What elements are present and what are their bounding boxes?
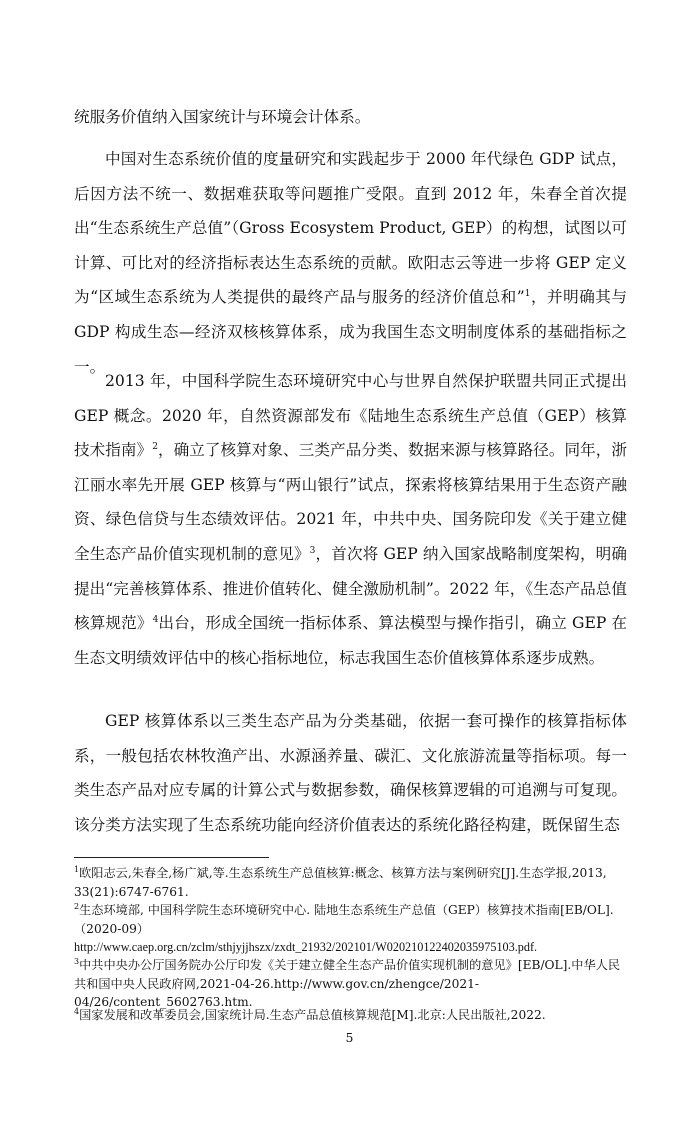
paragraph-text: ，并明确其与 GDP 构成生态—经济双核核算体系，成为我国生态文明制度体系的基础指标之一。 — [74, 288, 627, 376]
footnote-text: 生态环境部, 中国科学院生态环境研究中心. 陆地生态系统生产总值（GEP）核算技术指南[EB/OL].（2020-09） — [74, 903, 614, 936]
footnote-text: 国家发展和改革委员会,国家统计局.生态产品总值核算规范[M].北京:人民出版社,2022. — [79, 1008, 546, 1022]
footnote-mark: 3 — [74, 957, 80, 966]
footnote-2 — [74, 901, 627, 957]
footnote-text: 中共中央办公厅国务院办公厅印发《关于建立健全生态产品价值实现机制的意见》[EB/OL].中华人民共和国中央人民政府网,2021-04-26.http://www.gov.cn/zhengce/2021-04/26/content_5602763.htm. — [74, 958, 621, 1010]
footnote-1 — [74, 864, 627, 901]
paragraph-text: ，首次将 GEP 纳入国家战略制度架构，明确提出“完善核算体系、推进价值转化、健全激励机制”。2022 年，《生态产品总值核算规范》 — [74, 544, 627, 633]
paragraph-continuation: 统服务价值纳入国家统计与环境会计体系。 — [74, 108, 371, 126]
footnote-4 — [74, 1006, 627, 1025]
footnote-divider — [74, 857, 269, 858]
paragraph-text: ，确立了核算对象、三类产品分类、数据来源与核算路径。同年，浙江丽水率先开展 GEP 核算与“两山银行”试点，探索将核算结果用于生态资产融资、绿色信贷与生态绩效评估。2021 年，中共中央、国务院印发《关于建立健全生态产品价值实现机制的意见》 — [74, 441, 627, 563]
paragraph-gep-origin — [74, 142, 627, 384]
paragraph-text: 中国对生态系统价值的度量研究和实践起步于 2000 年代绿色 GDP 试点，后因方法不统一、数据难获取等问题推广受限。直到 2012 年，朱春全首次提出“生态系统生产总值”（Gross Ecosystem Product, GEP）的构想，试图以可计算、可比对的经济指标表达生态系统的贡献。欧阳志云等进一步将 GEP 定义为“区域生态系统为人类提供的最终产品与服务的经济价值总和” — [74, 150, 627, 307]
paragraph-text: 2013 年，中国科学院生态环境研究中心与世界自然保护联盟共同正式提出 GEP 概念。2020 年，自然资源部发布《陆地生态系统生产总值（GEP）核算技术指南》 — [74, 372, 627, 460]
paragraph-gep-history — [74, 364, 627, 675]
paragraph-text: 出台，形成全国统一指标体系、算法模型与操作指引，确立 GEP 在生态文明绩效评估中的核心指标地位，标志我国生态价值核算体系逐步成熟。 — [74, 614, 627, 667]
footnote-ref-3[interactable]: 3 — [309, 545, 316, 556]
footnote-mark: 1 — [74, 865, 80, 874]
footnote-link[interactable]: http://www.caep.org.cn/zclm/sthjyjjhszx/zxdt_21932/202101/W020210122402035975103.pdf. — [74, 940, 538, 955]
footnote-text: 欧阳志云,朱春全,杨广斌,等.生态系统生产总值核算:概念、核算方法与案例研究[J].生态学报,2013, 33(21):6747-6761. — [74, 866, 607, 899]
footnote-ref-2[interactable]: 2 — [152, 442, 158, 453]
footnote-ref-4[interactable]: 4 — [152, 615, 159, 626]
paragraph-gep-system: GEP 核算体系以三类生态产品为分类基础，依据一套可操作的核算指标体系，一般包括农林牧渔产出、水源涵养量、碳汇、文化旅游流量等指标项。每一类生态产品对应专属的计算公式与数据参数，确保核算逻辑的可追溯与可复现。该分类方法实现了生态系统功能向经济价值表达的系统化路径构建，既保留生态 — [74, 712, 627, 834]
footnote-mark: 2 — [74, 902, 80, 911]
page-number: 5 — [345, 1030, 354, 1045]
footnote-mark: 4 — [74, 1007, 80, 1016]
footnote-3 — [74, 956, 627, 1012]
footnote-ref-1[interactable]: 1 — [524, 289, 531, 300]
